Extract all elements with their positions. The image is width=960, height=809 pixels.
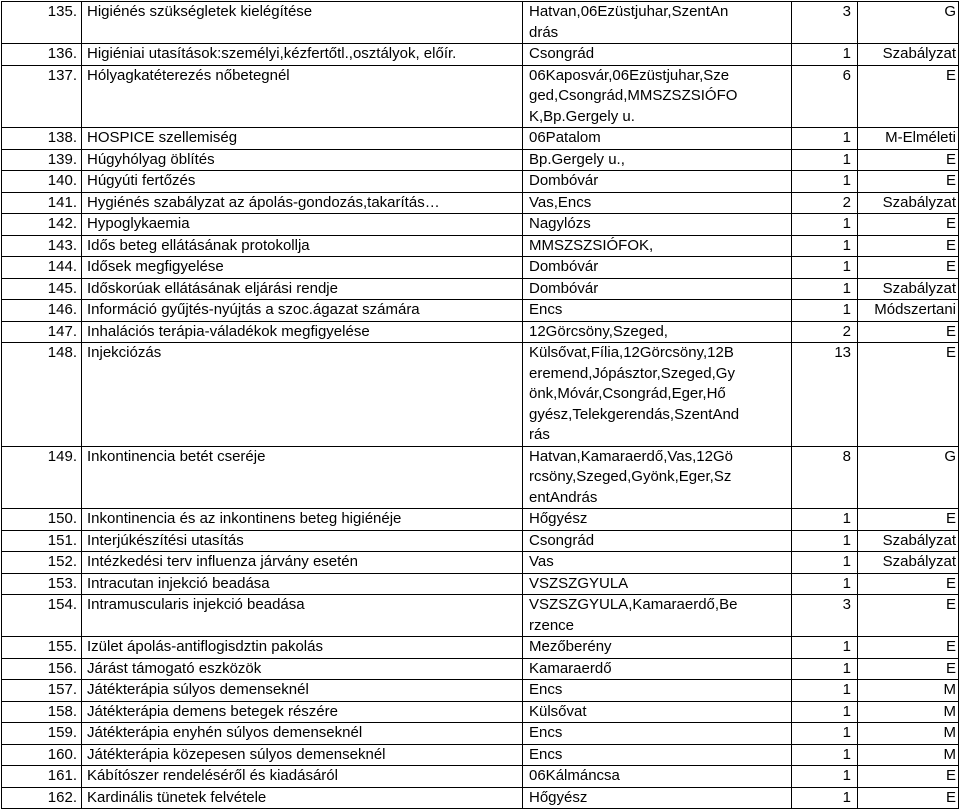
row-locations: 12Görcsöny,Szeged, (523, 321, 792, 343)
row-number: 153. (2, 573, 82, 595)
row-locations: Mezőberény (523, 637, 792, 659)
table-row (2, 573, 959, 595)
row-count: 1 (792, 744, 858, 766)
row-type: M (858, 701, 959, 723)
row-locations: Dombóvár (523, 171, 792, 193)
row-title: Időskorúak ellátásának eljárási rendje (82, 278, 523, 300)
row-count: 3 (792, 595, 858, 637)
row-title: Idősek megfigyelése (82, 257, 523, 279)
row-title: Intracutan injekció beadása (82, 573, 523, 595)
row-number: 138. (2, 128, 82, 150)
row-type: E (858, 658, 959, 680)
row-count: 1 (792, 766, 858, 788)
row-title: Játékterápia súlyos demenseknél (82, 680, 523, 702)
row-type: Szabályzat (858, 552, 959, 574)
row-number: 157. (2, 680, 82, 702)
row-title: Húgyúti fertőzés (82, 171, 523, 193)
table-row (2, 744, 959, 766)
row-locations: VSZSZGYULA (523, 573, 792, 595)
row-type: M (858, 680, 959, 702)
table-row (2, 171, 959, 193)
row-title: Információ gyűjtés-nyújtás a szoc.ágazat számára (82, 300, 523, 322)
table-row (2, 44, 959, 66)
row-number: 141. (2, 192, 82, 214)
table-row (2, 2, 959, 44)
row-locations: Hatvan,Kamaraerdő,Vas,12Gö rcsöny,Szeged,Gyönk,Eger,Sz entAndrás (523, 446, 792, 509)
table-row (2, 300, 959, 322)
row-locations: Dombóvár (523, 257, 792, 279)
table-row (2, 343, 959, 447)
row-number: 145. (2, 278, 82, 300)
row-number: 162. (2, 787, 82, 809)
row-number: 148. (2, 343, 82, 447)
row-count: 1 (792, 300, 858, 322)
row-title: Higiéniai utasítások:személyi,kézfertőtl.,osztályok, előír. (82, 44, 523, 66)
row-title: Húgyhólyag öblítés (82, 149, 523, 171)
row-title: HOSPICE szellemiség (82, 128, 523, 150)
row-title: Inkontinencia betét cseréje (82, 446, 523, 509)
row-locations: Hatvan,06Ezüstjuhar,SzentAn drás (523, 2, 792, 44)
row-number: 158. (2, 701, 82, 723)
row-count: 1 (792, 235, 858, 257)
row-number: 154. (2, 595, 82, 637)
row-number: 140. (2, 171, 82, 193)
row-title: Játékterápia közepesen súlyos demenseknél (82, 744, 523, 766)
row-count: 8 (792, 446, 858, 509)
row-count: 1 (792, 637, 858, 659)
table-row (2, 680, 959, 702)
table-row (2, 766, 959, 788)
row-number: 160. (2, 744, 82, 766)
row-title: Hypoglykaemia (82, 214, 523, 236)
row-count: 1 (792, 658, 858, 680)
row-number: 161. (2, 766, 82, 788)
row-locations: Encs (523, 723, 792, 745)
row-type: E (858, 149, 959, 171)
row-count: 1 (792, 552, 858, 574)
row-count: 2 (792, 321, 858, 343)
row-count: 1 (792, 723, 858, 745)
row-locations: Külsővat,Fília,12Görcsöny,12B eremend,Jópásztor,Szeged,Gy önk,Móvár,Csongrád,Eger,Hő gyész,Telekgerendás,SzentAnd rás (523, 343, 792, 447)
row-title: Intramuscularis injekció beadása (82, 595, 523, 637)
row-number: 155. (2, 637, 82, 659)
row-title: Higiénés szükségletek kielégítése (82, 2, 523, 44)
row-title: Hygiénés szabályzat az ápolás-gondozás,takarítás… (82, 192, 523, 214)
row-count: 1 (792, 278, 858, 300)
row-locations: Encs (523, 680, 792, 702)
row-type: E (858, 787, 959, 809)
row-count: 13 (792, 343, 858, 447)
row-locations: Kamaraerdő (523, 658, 792, 680)
row-title: Játékterápia enyhén súlyos demenseknél (82, 723, 523, 745)
table-row (2, 192, 959, 214)
table-row (2, 128, 959, 150)
row-title: Inkontinencia és az inkontinens beteg higiénéje (82, 509, 523, 531)
table-row (2, 321, 959, 343)
row-locations: Nagylózs (523, 214, 792, 236)
row-number: 135. (2, 2, 82, 44)
table-row (2, 723, 959, 745)
row-locations: MMSZSZSIÓFOK, (523, 235, 792, 257)
row-number: 151. (2, 530, 82, 552)
row-count: 3 (792, 2, 858, 44)
table-row (2, 701, 959, 723)
row-type: M (858, 744, 959, 766)
row-type: E (858, 766, 959, 788)
row-type: G (858, 446, 959, 509)
row-locations: 06Kaposvár,06Ezüstjuhar,Sze ged,Csongrád,MMSZSZSIÓFO K,Bp.Gergely u. (523, 65, 792, 128)
row-number: 143. (2, 235, 82, 257)
table-row (2, 65, 959, 128)
row-count: 1 (792, 573, 858, 595)
row-number: 156. (2, 658, 82, 680)
row-type: G (858, 2, 959, 44)
row-locations: Hőgyész (523, 509, 792, 531)
row-count: 2 (792, 192, 858, 214)
row-locations: Vas,Encs (523, 192, 792, 214)
table-body (2, 2, 959, 809)
row-number: 146. (2, 300, 82, 322)
row-type: M (858, 723, 959, 745)
row-title: Járást támogató eszközök (82, 658, 523, 680)
row-type: Szabályzat (858, 192, 959, 214)
row-locations: 06Patalom (523, 128, 792, 150)
row-count: 1 (792, 257, 858, 279)
table-row (2, 637, 959, 659)
table-row (2, 595, 959, 637)
row-count: 1 (792, 787, 858, 809)
table-row (2, 787, 959, 809)
row-number: 149. (2, 446, 82, 509)
table-row (2, 509, 959, 531)
row-type: Módszertani (858, 300, 959, 322)
row-title: Injekciózás (82, 343, 523, 447)
row-type: E (858, 321, 959, 343)
row-number: 159. (2, 723, 82, 745)
row-title: Hólyagkatéterezés nőbetegnél (82, 65, 523, 128)
row-number: 144. (2, 257, 82, 279)
row-title: Izület ápolás-antiflogisdztin pakolás (82, 637, 523, 659)
row-locations: Csongrád (523, 44, 792, 66)
row-title: Intézkedési terv influenza járvány esetén (82, 552, 523, 574)
row-locations: Csongrád (523, 530, 792, 552)
row-count: 1 (792, 214, 858, 236)
table-row (2, 530, 959, 552)
table-row (2, 257, 959, 279)
row-title: Kardinális tünetek felvétele (82, 787, 523, 809)
row-type: Szabályzat (858, 278, 959, 300)
row-locations: Hőgyész (523, 787, 792, 809)
table-row (2, 552, 959, 574)
row-locations: Bp.Gergely u., (523, 149, 792, 171)
row-number: 147. (2, 321, 82, 343)
row-count: 1 (792, 44, 858, 66)
protocol-table (1, 1, 959, 809)
row-locations: Vas (523, 552, 792, 574)
row-locations: VSZSZGYULA,Kamaraerdő,Be rzence (523, 595, 792, 637)
row-title: Inhalációs terápia-váladékok megfigyelése (82, 321, 523, 343)
row-number: 136. (2, 44, 82, 66)
row-type: M-Elméleti (858, 128, 959, 150)
table-row (2, 149, 959, 171)
table-row (2, 278, 959, 300)
row-count: 1 (792, 149, 858, 171)
row-count: 1 (792, 530, 858, 552)
row-type: Szabályzat (858, 44, 959, 66)
row-number: 142. (2, 214, 82, 236)
row-title: Játékterápia demens betegek részére (82, 701, 523, 723)
row-type: E (858, 171, 959, 193)
row-locations: Dombóvár (523, 278, 792, 300)
row-count: 1 (792, 680, 858, 702)
table-row (2, 658, 959, 680)
row-locations: Encs (523, 300, 792, 322)
row-number: 152. (2, 552, 82, 574)
row-title: Kábítószer rendeléséről és kiadásáról (82, 766, 523, 788)
row-number: 137. (2, 65, 82, 128)
row-type: E (858, 595, 959, 637)
row-count: 1 (792, 701, 858, 723)
table-row (2, 214, 959, 236)
row-count: 6 (792, 65, 858, 128)
row-type: Szabályzat (858, 530, 959, 552)
row-type: E (858, 509, 959, 531)
row-type: E (858, 343, 959, 447)
table-row (2, 446, 959, 509)
row-locations: 06Kálmáncsa (523, 766, 792, 788)
row-type: E (858, 637, 959, 659)
row-type: E (858, 573, 959, 595)
row-type: E (858, 65, 959, 128)
row-type: E (858, 214, 959, 236)
row-type: E (858, 235, 959, 257)
row-count: 1 (792, 128, 858, 150)
row-title: Interjúkészítési utasítás (82, 530, 523, 552)
row-title: Idős beteg ellátásának protokollja (82, 235, 523, 257)
row-number: 139. (2, 149, 82, 171)
row-count: 1 (792, 509, 858, 531)
row-type: E (858, 257, 959, 279)
row-number: 150. (2, 509, 82, 531)
table-row (2, 235, 959, 257)
row-count: 1 (792, 171, 858, 193)
row-locations: Encs (523, 744, 792, 766)
row-locations: Külsővat (523, 701, 792, 723)
